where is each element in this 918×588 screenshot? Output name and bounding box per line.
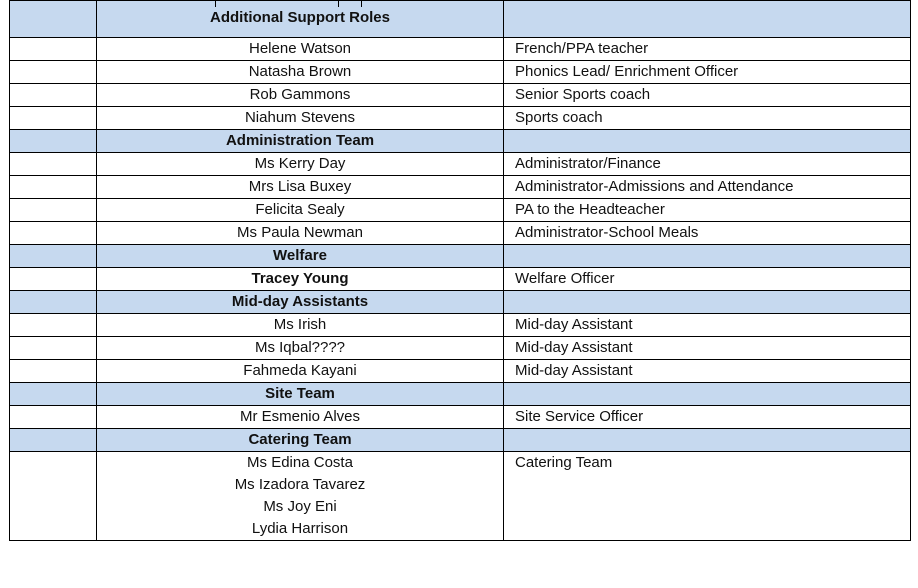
staff-role: Welfare Officer (504, 268, 911, 291)
cell-divider-fragment (97, 1, 503, 7)
blank-cell (10, 360, 97, 383)
staff-row (10, 153, 911, 176)
section-heading: Site Team (97, 383, 504, 406)
staff-row (10, 314, 911, 337)
blank-cell (10, 383, 97, 406)
section-header-row (10, 245, 911, 268)
blank-cell (10, 84, 97, 107)
staff-name: Ms Joy Eni (263, 498, 337, 515)
section-header-row (10, 291, 911, 314)
blank-cell (10, 406, 97, 429)
staff-role: Site Service Officer (504, 406, 911, 429)
staff-name: Ms Izadora Tavarez (234, 476, 366, 493)
staff-row (10, 222, 911, 245)
staff-name: Ms Irish (97, 314, 504, 337)
staff-name: Rob Gammons (97, 84, 504, 107)
staff-row (10, 61, 911, 84)
staff-role: PA to the Headteacher (504, 199, 911, 222)
blank-cell (10, 199, 97, 222)
blank-cell (10, 452, 97, 541)
staff-role: Administrator-School Meals (504, 222, 911, 245)
staff-row (10, 268, 911, 291)
staff-name: Niahum Stevens (97, 107, 504, 130)
staff-name: Ms Edina Costa (247, 454, 353, 471)
section-header-row (10, 429, 911, 452)
staff-role: Catering Team (504, 452, 911, 541)
blank-cell (10, 245, 97, 268)
section-heading: Mid-day Assistants (97, 291, 504, 314)
staff-name: Natasha Brown (97, 61, 504, 84)
staff-row (10, 176, 911, 199)
staff-role: Sports coach (504, 107, 911, 130)
blank-cell (10, 314, 97, 337)
blank-cell (504, 245, 911, 268)
staff-role: Phonics Lead/ Enrichment Officer (504, 61, 911, 84)
staff-row (10, 406, 911, 429)
section-heading: Administration Team (97, 130, 504, 153)
staff-table-body (10, 1, 911, 541)
blank-cell (10, 291, 97, 314)
blank-cell (504, 1, 911, 38)
staff-row (10, 360, 911, 383)
divider-segment (97, 1, 216, 7)
section-heading: Catering Team (97, 429, 504, 452)
staff-role: Mid-day Assistant (504, 360, 911, 383)
staff-name: Felicita Sealy (97, 199, 504, 222)
staff-name: Mrs Lisa Buxey (97, 176, 504, 199)
staff-name: Ms Iqbal???? (97, 337, 504, 360)
staff-row (10, 84, 911, 107)
staff-role: Administrator/Finance (504, 153, 911, 176)
blank-cell (10, 107, 97, 130)
blank-cell (10, 222, 97, 245)
staff-row (10, 38, 911, 61)
staff-names-cell (97, 452, 504, 541)
staff-row (10, 199, 911, 222)
blank-cell (10, 38, 97, 61)
blank-cell (504, 130, 911, 153)
staff-row (10, 107, 911, 130)
staff-name: Helene Watson (97, 38, 504, 61)
section-header-row (10, 383, 911, 406)
blank-cell (10, 61, 97, 84)
section-header-row (10, 130, 911, 153)
section-heading: Additional Support Roles (97, 1, 504, 38)
staff-name: Fahmeda Kayani (97, 360, 504, 383)
blank-cell (504, 429, 911, 452)
staff-name: Tracey Young (97, 268, 504, 291)
staff-row (10, 452, 911, 541)
blank-cell (10, 130, 97, 153)
section-heading: Welfare (97, 245, 504, 268)
blank-cell (10, 1, 97, 38)
staff-role: Administrator-Admissions and Attendance (504, 176, 911, 199)
staff-role: Mid-day Assistant (504, 314, 911, 337)
blank-cell (10, 153, 97, 176)
staff-table (9, 0, 911, 541)
blank-cell (504, 383, 911, 406)
staff-row (10, 337, 911, 360)
blank-cell (10, 176, 97, 199)
blank-cell (10, 337, 97, 360)
blank-cell (504, 291, 911, 314)
divider-segment (216, 1, 339, 7)
blank-cell (10, 268, 97, 291)
staff-role: Mid-day Assistant (504, 337, 911, 360)
staff-role: Senior Sports coach (504, 84, 911, 107)
staff-role: French/PPA teacher (504, 38, 911, 61)
blank-cell (10, 429, 97, 452)
staff-name: Ms Kerry Day (97, 153, 504, 176)
divider-segment (339, 1, 362, 7)
staff-name: Mr Esmenio Alves (97, 406, 504, 429)
staff-name: Ms Paula Newman (97, 222, 504, 245)
section-header-row (10, 1, 911, 38)
staff-name: Lydia Harrison (251, 520, 349, 537)
